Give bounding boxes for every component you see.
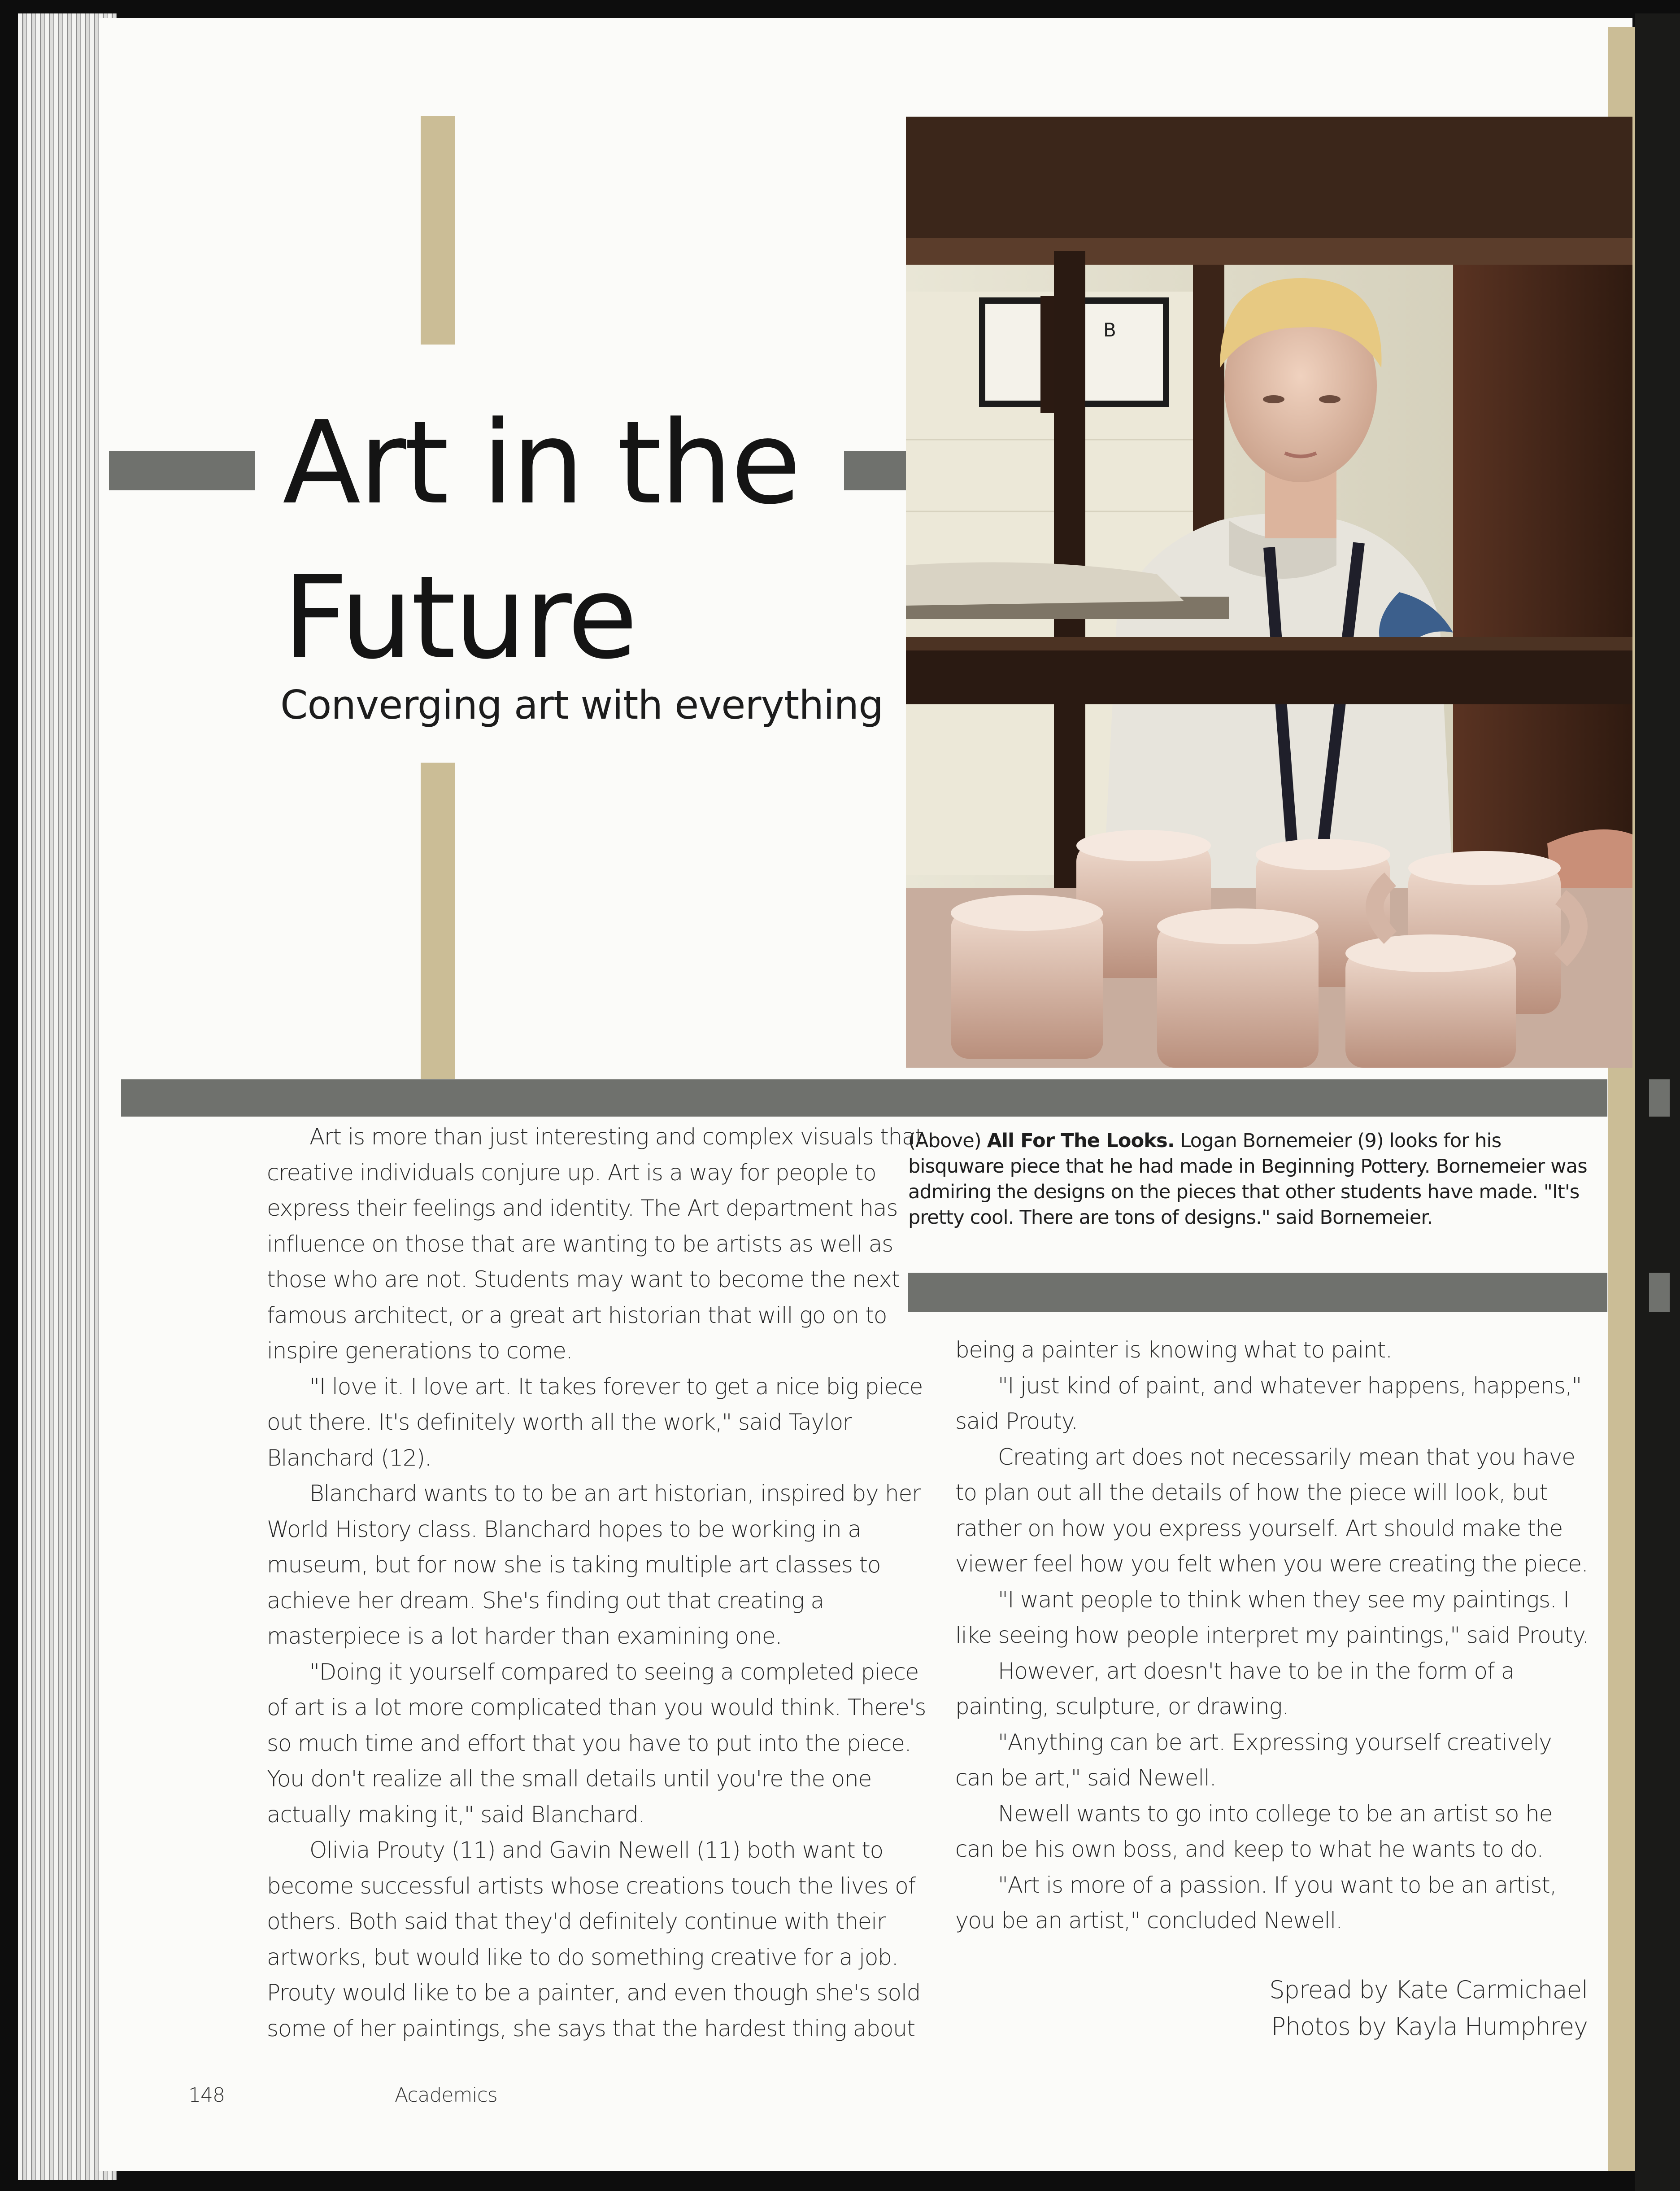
- caption-text: Logan Bornemeier (9) looks for his bisquware piece that he had made in Beginning Pottery. Bornemeier was admiring the designs on the pieces that other students have made. "It's pretty cool. There are tons of designs." said Bornemeier.: [908, 1130, 1587, 1229]
- decor-tan-bar-top: [421, 116, 455, 345]
- credit-photos: Photos by Kayla Humphrey: [1271, 2012, 1588, 2041]
- article-title: [283, 386, 799, 695]
- edge-tab-2: [1649, 1273, 1670, 1312]
- article-subtitle: Converging art with everything: [280, 682, 884, 728]
- body-paragraph-continued: being a painter is knowing what to paint.: [955, 1337, 1392, 1363]
- caption-lead: (Above): [908, 1130, 981, 1152]
- section-name: Academics: [395, 2084, 497, 2107]
- credits: [1211, 1972, 1588, 2045]
- photo-caption: [908, 1128, 1590, 1231]
- page-number: 148: [188, 2084, 225, 2107]
- photo-illustration: [906, 117, 1632, 1068]
- body-paragraph: Art is more than just interesting and complex visuals that creative individuals conjure up. Art is a way for people to express their feelings and identity. The Art department has influence on those that are wanting to be artists as well as those who are not. Students may want to become the next famous architect, or a great art historian that will go on to inspire generations to come.: [267, 1124, 923, 1364]
- decor-gray-bar-mid: [844, 451, 907, 490]
- body-paragraph: Blanchard wants to to be an art historian, inspired by her World History class. Blanchard hopes to be working in a museum, but for now she is taking multiple art classes to achieve her dream. She's finding out that creating a masterpiece is a lot harder than examining one.: [267, 1480, 921, 1649]
- body-column-left: [267, 1119, 926, 2047]
- body-paragraph: "Art is more of a passion. If you want to be an artist, you be an artist," concluded Newell.: [955, 1872, 1557, 1933]
- title-line-2: Future: [283, 551, 636, 685]
- body-paragraph: "I want people to think when they see my paintings. I like seeing how people interpret my paintings," said Prouty.: [955, 1586, 1589, 1648]
- caption-divider-bar: [908, 1273, 1607, 1312]
- body-column-right: [955, 1332, 1592, 1939]
- photo-student-pottery: [906, 117, 1632, 1068]
- title-line-1: Art in the: [283, 397, 800, 530]
- photo-sign-letter: B: [1103, 319, 1116, 341]
- decor-gray-bar-left: [109, 451, 255, 490]
- decor-tan-bar-bottom: [421, 763, 455, 1079]
- body-paragraph: Olivia Prouty (11) and Gavin Newell (11) both want to become successful artists whose creations touch the lives of others. Both said that they'd definitely continue with their artworks, but would like to do something creative for a job. Prouty would like to be a painter, and even though she's sold some of her paintings, she says that the hardest thing about: [267, 1837, 921, 2042]
- edge-tab-1: [1649, 1079, 1670, 1117]
- body-paragraph: However, art doesn't have to be in the form of a painting, sculpture, or drawing.: [955, 1658, 1515, 1720]
- body-paragraph: Creating art does not necessarily mean that you have to plan out all the details of how the piece will look, but rather on how you express yourself. Art should make the viewer feel how you felt when you were creating the piece.: [955, 1444, 1588, 1577]
- caption-headline: All For The Looks.: [987, 1130, 1175, 1152]
- body-paragraph: "Anything can be art. Expressing yourself creatively can be art," said Newell.: [955, 1729, 1552, 1791]
- body-paragraph: "I love it. I love art. It takes forever to get a nice big piece out there. It's definitely worth all the work," said Taylor Blanchard (12).: [267, 1373, 923, 1471]
- body-paragraph: Newell wants to go into college to be an artist so he can be his own boss, and keep to what he wants to do.: [955, 1800, 1553, 1862]
- book-top-shadow: [0, 0, 1680, 13]
- body-paragraph: "I just kind of paint, and whatever happens, happens," said Prouty.: [955, 1372, 1582, 1434]
- body-paragraph: "Doing it yourself compared to seeing a completed piece of art is a lot more complicated than you would think. There's so much time and effort that you have to put into the piece. You don't realize all the small details until you're the one actually making it," said Blanchard.: [267, 1659, 926, 1828]
- credit-spread: Spread by Kate Carmichael: [1269, 1976, 1588, 2004]
- section-divider-bar: [121, 1079, 1607, 1117]
